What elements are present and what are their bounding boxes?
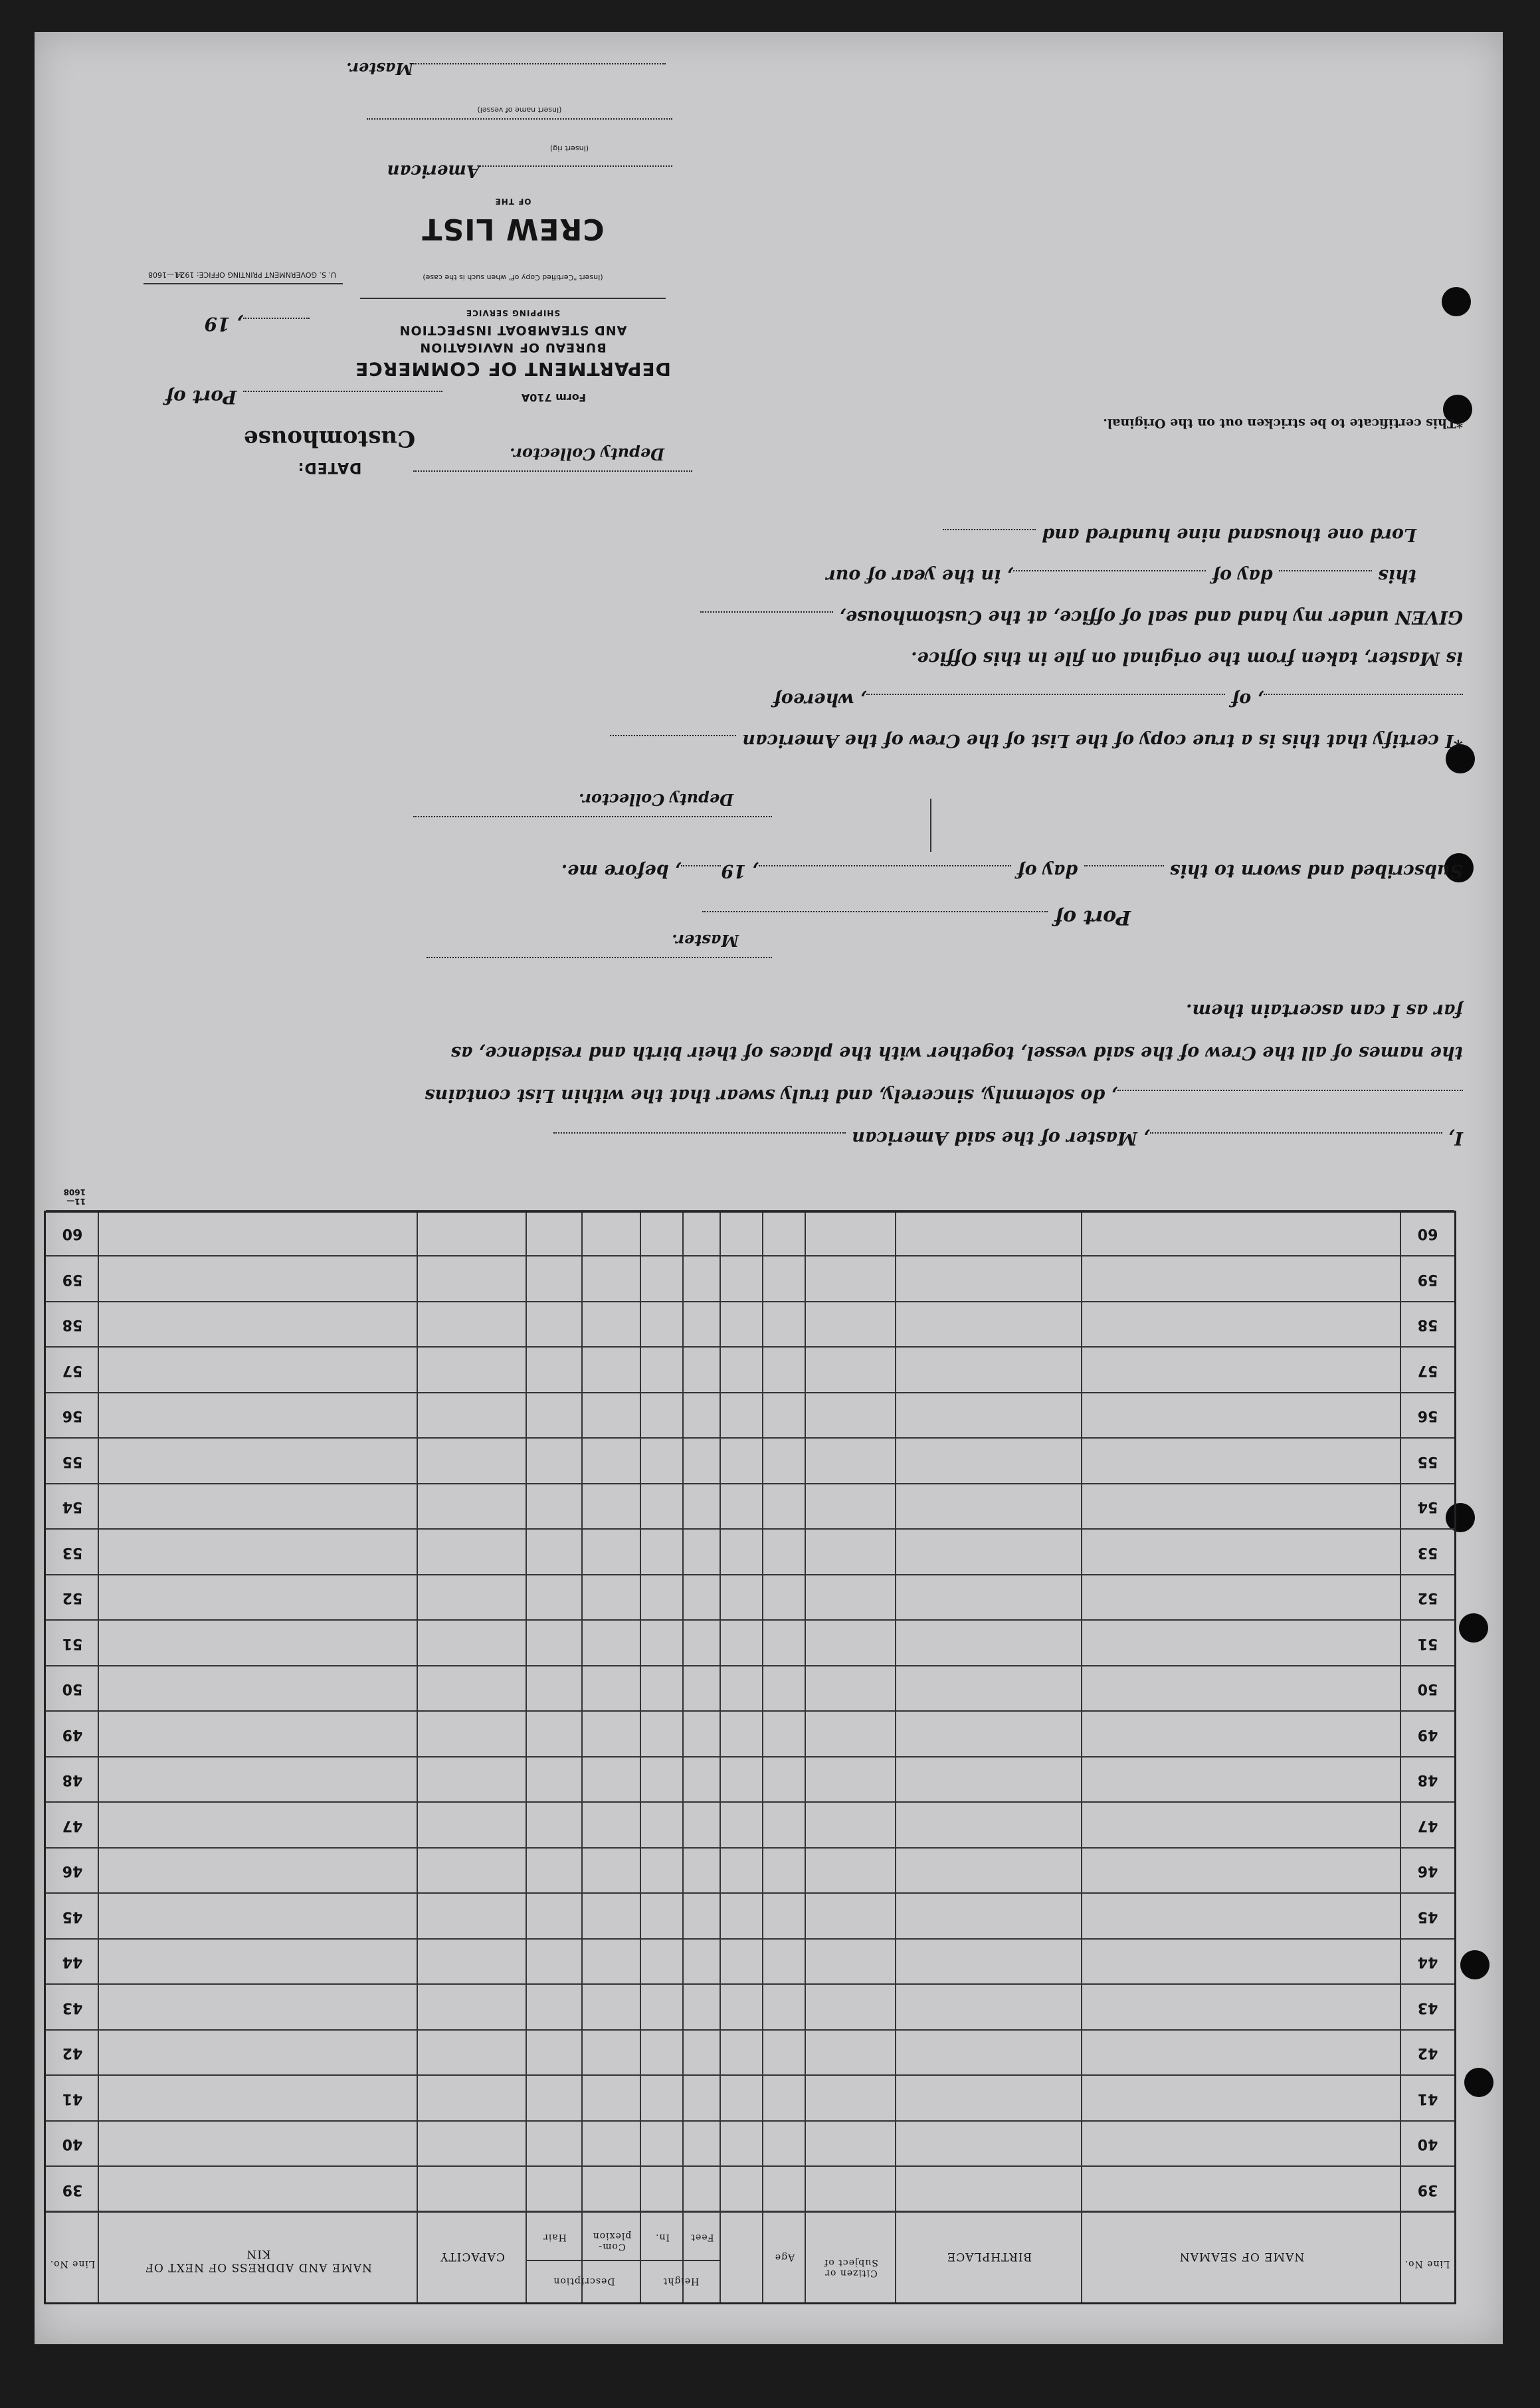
day-of-label: day of: [1017, 860, 1078, 881]
line-number-right: 43: [62, 1999, 83, 2016]
bureau-line-2: AND STEAMBOAT INSPECTION: [399, 323, 627, 338]
cover-date-field[interactable]: [243, 318, 310, 319]
print-code: 11—1608: [63, 1187, 86, 1206]
line-number-left: 42: [1417, 2045, 1438, 2062]
line-number-left: 46: [1417, 1862, 1438, 1880]
certificate-lord: Lord one thousand nine hundred and: [1042, 524, 1416, 545]
line-number-left: 57: [1417, 1362, 1438, 1379]
line-number-left: 44: [1417, 1954, 1438, 1971]
line-number-right: 59: [62, 1271, 83, 1288]
line-number-right: 51: [62, 1635, 83, 1652]
line-number-left: 51: [1417, 1635, 1438, 1652]
header-birthplace: BIRTHPLACE: [946, 2250, 1032, 2263]
certificate-day-of: day of: [1212, 565, 1273, 586]
cover-master-field[interactable]: [413, 63, 666, 64]
line-number-right: 42: [62, 2045, 83, 2062]
header-next-of-kin: NAME AND ADDRESS OF NEXT OF KIN: [145, 2247, 372, 2274]
cover-american: American: [387, 161, 480, 181]
header-name-of-seaman: NAME OF SEAMAN: [1179, 2250, 1305, 2263]
insert-vessel-name-note: (Insert name of vessel): [477, 106, 562, 114]
header-citizen: Citizen or Subject of: [824, 2257, 878, 2278]
gpo-imprint: U. S. GOVERNMENT PRINTING OFFICE: 1924: [175, 270, 336, 279]
line-number-left: 49: [1417, 1726, 1438, 1743]
line-number-left: 39: [1417, 2181, 1438, 2198]
insert-certified-note: (Insert "Certified Copy of" when such is the case): [423, 273, 603, 282]
cover-date-line: [205, 313, 310, 335]
shipping-service: SHIPPING SERVICE: [465, 308, 561, 318]
certificate-this: this: [1378, 565, 1416, 586]
line-number-left: 59: [1417, 1271, 1438, 1288]
line-number-left: 45: [1417, 1908, 1438, 1925]
line-number-left: 41: [1417, 2090, 1438, 2107]
line-number-left: 47: [1417, 1817, 1438, 1834]
certificate-year-of-our: , in the year of our: [826, 565, 1014, 586]
deputy-collector-label-2: Deputy Collector.: [510, 445, 664, 464]
subscribed-label: Subscribed and sworn to this: [1169, 860, 1463, 881]
line-number-right: 39: [62, 2181, 83, 2198]
cover-footer-panel: [104, 96, 1540, 2408]
certificate-of: , of: [1231, 689, 1264, 710]
oath-master-of: , Master of the said American: [852, 1128, 1150, 1148]
certificate-footnote: *This certificate to be stricken out on the Original.: [1103, 416, 1463, 431]
header-complexion: Com-plexion: [592, 2230, 632, 2252]
line-number-right: 46: [62, 1862, 83, 1880]
master-label: Master.: [672, 931, 739, 950]
header-line-no-right: Line No.: [49, 2258, 96, 2269]
certificate-text-1: *I certify that this is a true copy of the List of the Crew of the American: [742, 730, 1463, 751]
line-number-right: 56: [62, 1407, 83, 1425]
port-of-label: Port of: [1054, 906, 1131, 929]
line-number-left: 53: [1417, 1544, 1438, 1561]
line-number-right: 44: [62, 1954, 83, 1971]
line-number-left: 56: [1417, 1407, 1438, 1425]
header-description: Description: [553, 2276, 615, 2286]
form-number: Form 710A: [521, 391, 586, 404]
oath-line-3: the names of all the Crew of the said vessel, together with the places of their birth and residence, as: [450, 1043, 1463, 1063]
line-number-left: 52: [1417, 1589, 1438, 1607]
line-number-right: 58: [62, 1316, 83, 1334]
line-number-left: 50: [1417, 1680, 1438, 1698]
line-number-right: 45: [62, 1908, 83, 1925]
line-number-right: 54: [62, 1498, 83, 1516]
line-number-right: 40: [62, 2136, 83, 2153]
line-number-right: 50: [62, 1680, 83, 1698]
header-age: Age: [774, 2252, 795, 2262]
cover-print-code: 11—1608: [148, 270, 183, 279]
line-number-left: 48: [1417, 1771, 1438, 1789]
line-number-right: 52: [62, 1589, 83, 1607]
cover-year: , 19: [204, 313, 243, 335]
cover-bottom-rule: [144, 283, 343, 284]
department-title: DEPARTMENT OF COMMERCE: [355, 358, 671, 380]
line-number-right: 48: [62, 1771, 83, 1789]
line-number-left: 60: [1417, 1225, 1438, 1243]
line-number-left: 43: [1417, 1999, 1438, 2016]
line-number-right: 41: [62, 2090, 83, 2107]
line-number-left: 40: [1417, 2136, 1438, 2153]
cover-port-of-line: [165, 386, 442, 408]
header-height: Height: [662, 2276, 700, 2286]
cover-master: Master.: [346, 59, 413, 78]
oath-swear: , do solemnly, sincerely, and truly swear that the within List contains: [425, 1085, 1117, 1106]
insert-rig-note: (Insert rig): [549, 144, 589, 153]
header-feet: Feet: [690, 2232, 714, 2243]
cover-master-line: [346, 59, 666, 78]
header-inches: In.: [655, 2232, 670, 2243]
line-number-right: 47: [62, 1817, 83, 1834]
line-number-left: 54: [1417, 1498, 1438, 1516]
line-number-right: 49: [62, 1726, 83, 1743]
of-the-label: OF THE: [494, 197, 531, 206]
line-number-right: 53: [62, 1544, 83, 1561]
oath-i: I,: [1448, 1128, 1463, 1148]
line-number-left: 55: [1417, 1453, 1438, 1470]
header-hair: Hair: [543, 2232, 567, 2243]
certificate-whereof: , whereof: [773, 689, 867, 710]
line-number-right: 60: [62, 1225, 83, 1243]
line-number-right: 57: [62, 1362, 83, 1379]
before-me-label: , before me.: [561, 860, 682, 881]
customhouse-label: Customhouse: [243, 425, 416, 452]
bureau-line-1: BUREAU OF NAVIGATION: [419, 340, 607, 355]
line-number-right: 55: [62, 1453, 83, 1470]
certificate-line-3: is Master, taken from the original on file in this Office.: [911, 648, 1463, 668]
dated-label: DATED:: [297, 459, 362, 476]
header-line-no: Line No.: [1404, 2258, 1450, 2269]
certificate-given: GIVEN under my hand and seal of office, at the Customhouse,: [839, 607, 1463, 627]
year-19-label: , 19: [721, 860, 759, 881]
cover-port-field[interactable]: [243, 391, 442, 392]
line-number-left: 58: [1417, 1316, 1438, 1334]
cover-port-of: Port of: [165, 386, 237, 408]
oath-line-4: far as I can ascertain them.: [1186, 1000, 1463, 1021]
crew-list-title: CREW LIST: [421, 212, 605, 246]
header-capacity: CAPACITY: [440, 2250, 505, 2263]
deputy-collector-label-1: Deputy Collector.: [579, 790, 733, 809]
